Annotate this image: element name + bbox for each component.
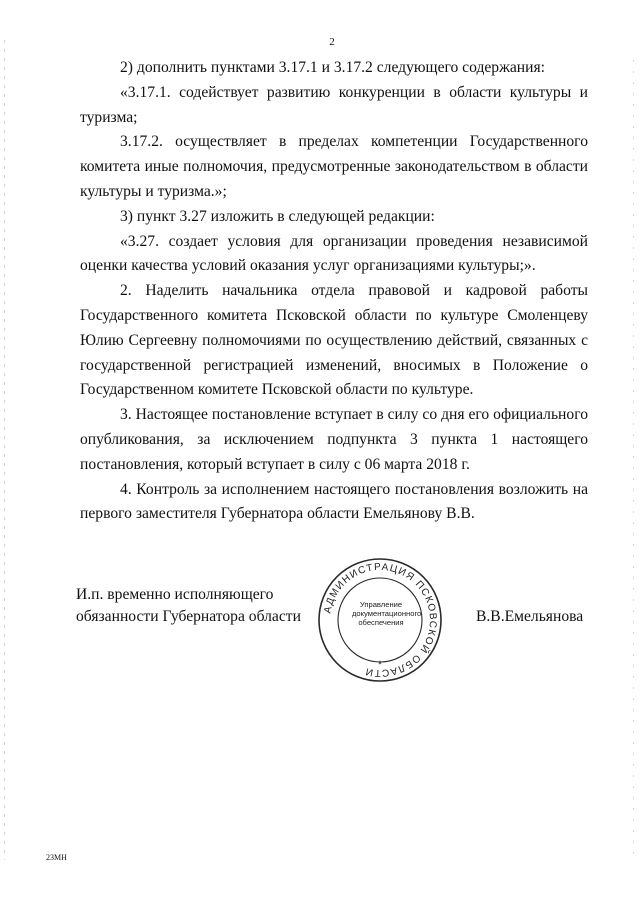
page-number: 2 — [329, 36, 335, 48]
document-body — [80, 56, 588, 527]
stamp-inner-text — [352, 600, 422, 627]
footer-code: 23МН — [46, 853, 67, 862]
stamp-star: * — [377, 659, 383, 671]
signatory-position-line2: обязанности Губернатора области — [76, 608, 301, 625]
paragraph-3-17-2: 3.17.2. осуществляет в пределах компетенции Государственного комитета иные полномочия, предусмотренные законодательством в области культуры и туризма.»; — [80, 133, 588, 200]
paragraph-item-2: 2. Наделить начальника отдела правовой и кадровой работы Государственного комитета Псковской области по культуре Смоленцеву Юлию Сергеевну полномочиями по осуществлению действий, связанных с государственной регистрацией изменений, вносимых в Положение о Государственном комитете Псковской области по культуре. — [80, 282, 588, 399]
stamp-inner-line3: обеспечения — [358, 618, 404, 627]
signatory-position — [76, 584, 301, 628]
signatory-position-line1: И.п. временно исполняющего — [76, 586, 274, 603]
paragraph-3-27-text: «3.27. создает условия для организации проведения независимой оценки качества условий оказания услуг организациями культуры;». — [80, 232, 588, 275]
signatory-name: В.В.Емельянова — [476, 608, 584, 625]
paragraph-item-3: 3. Настоящее постановление вступает в силу со дня его официального опубликования, за исключением подпункта 3 пункта 1 настоящего постановления, который вступает в силу с 06 марта 2018 г. — [80, 406, 588, 473]
stamp-outer-text-path: АДМИНИСТРАЦИЯ ПСКОВСКОЙ ОБЛАСТИ — [322, 561, 439, 679]
scan-edge-left — [4, 40, 5, 860]
paragraph-item-4: 4. Контроль за исполнением настоящего постановления возложить на первого заместителя Губернатора области Емельянову В.В. — [80, 480, 588, 523]
paragraph-point-3-27: 3) пункт 3.27 изложить в следующей редакции: — [120, 207, 435, 225]
paragraph-3-17-1: «3.17.1. содействует развитию конкуренции в области культуры и туризма; — [80, 83, 588, 126]
stamp-inner-line1: Управление — [359, 600, 403, 609]
paragraph-amend-points: 2) дополнить пунктами 3.17.1 и 3.17.2 следующего содержания: — [120, 59, 545, 76]
stamp-inner-line2: документационного — [352, 609, 422, 618]
scan-edge-right — [633, 60, 634, 860]
